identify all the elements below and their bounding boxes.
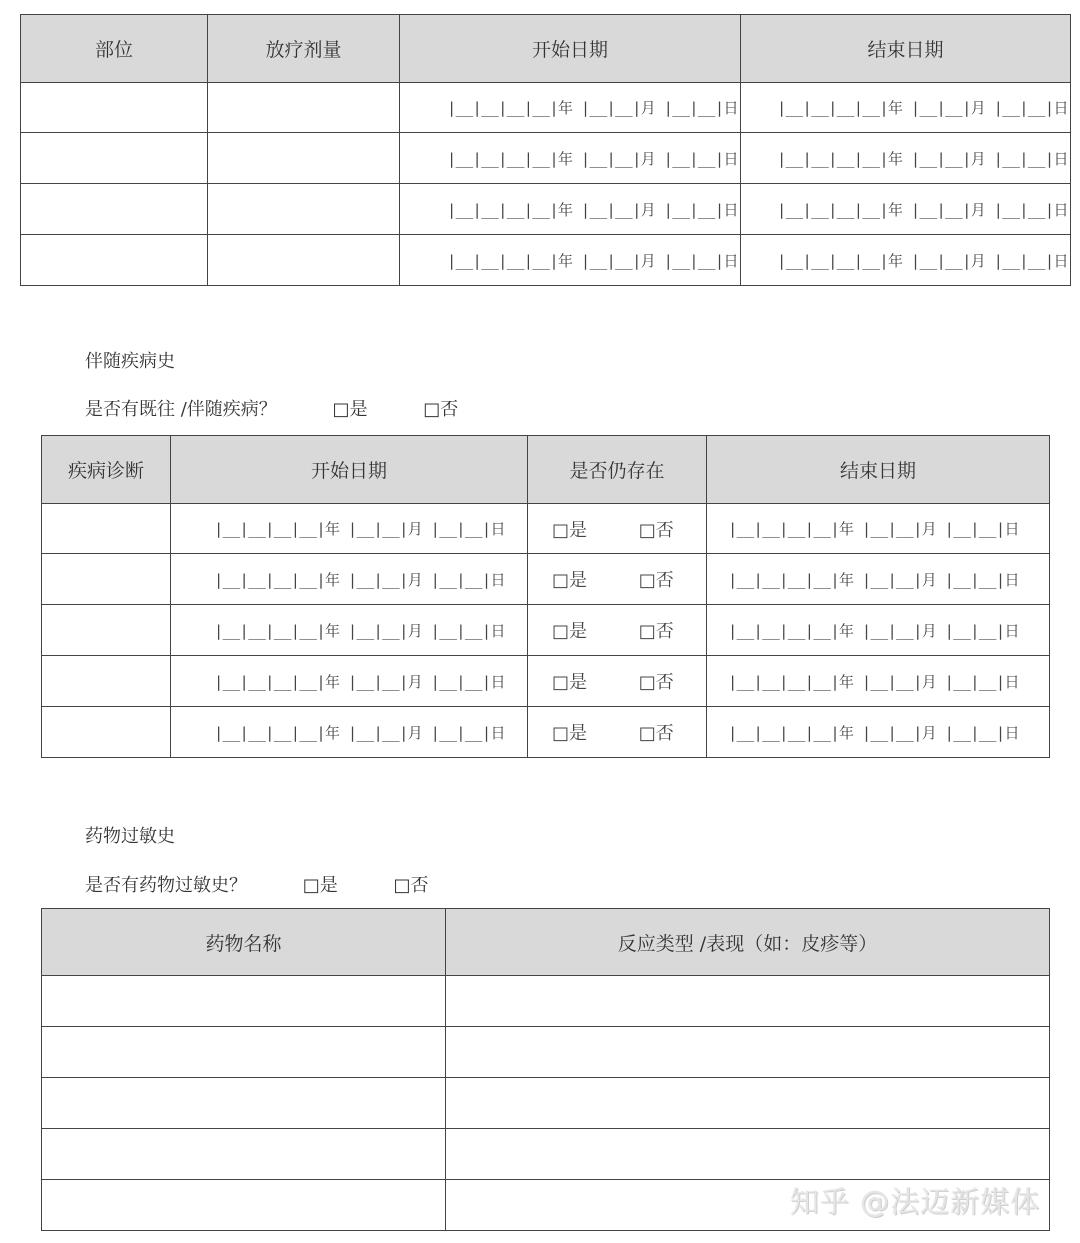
diagnosis-cell[interactable] [42,656,171,707]
drug-name-cell[interactable] [42,1129,446,1180]
end-date-field[interactable]: |__|__|__|__|年 |__|__|月 |__|__|日 [707,656,1050,707]
diagnosis-cell[interactable] [42,504,171,554]
drug-name-cell[interactable] [42,1027,446,1078]
end-date-field[interactable]: |__|__|__|__|年 |__|__|月 |__|__|日 [741,235,1071,286]
header-start-date: 开始日期 [400,15,741,83]
header-drug-name: 药物名称 [42,909,446,976]
site-cell[interactable] [21,83,208,133]
end-date-field[interactable]: |__|__|__|__|年 |__|__|月 |__|__|日 [741,133,1071,184]
table-row [42,976,1050,1027]
start-date-field[interactable]: |__|__|__|__|年 |__|__|月 |__|__|日 [171,554,528,605]
reaction-cell[interactable] [446,1027,1050,1078]
still-present-cell [528,656,707,707]
table-row [42,1129,1050,1180]
drug-name-cell[interactable] [42,1078,446,1129]
radiotherapy-table [20,14,1071,286]
table-row [42,1078,1050,1129]
reaction-cell[interactable] [446,1129,1050,1180]
no-checkbox[interactable]: □否 [638,621,674,642]
diagnosis-cell[interactable] [42,554,171,605]
allergy-question [85,871,429,897]
end-date-field[interactable]: |__|__|__|__|年 |__|__|月 |__|__|日 [707,554,1050,605]
table-row [42,504,1050,554]
dose-cell[interactable] [208,235,400,286]
end-date-field[interactable]: |__|__|__|__|年 |__|__|月 |__|__|日 [707,605,1050,656]
table-row [42,656,1050,707]
still-present-cell [528,504,707,554]
dose-cell[interactable] [208,83,400,133]
watermark: 知乎 @法迈新媒体 [790,1185,1041,1219]
start-date-field[interactable]: |__|__|__|__|年 |__|__|月 |__|__|日 [400,83,741,133]
start-date-field[interactable]: |__|__|__|__|年 |__|__|月 |__|__|日 [171,504,528,554]
reaction-cell[interactable] [446,976,1050,1027]
end-date-field[interactable]: |__|__|__|__|年 |__|__|月 |__|__|日 [741,184,1071,235]
dose-cell[interactable] [208,184,400,235]
yes-checkbox[interactable]: □是 [552,570,588,591]
still-present-cell [528,554,707,605]
header-reaction: 反应类型 /表现（如：皮疹等） [446,909,1050,976]
no-checkbox[interactable]: □否 [638,672,674,693]
diagnosis-cell[interactable] [42,707,171,758]
header-dose: 放疗剂量 [208,15,400,83]
no-checkbox[interactable]: □否 [638,570,674,591]
header-site: 部位 [21,15,208,83]
start-date-field[interactable]: |__|__|__|__|年 |__|__|月 |__|__|日 [171,707,528,758]
table-row [42,1027,1050,1078]
header-diagnosis: 疾病诊断 [42,436,171,504]
reaction-cell[interactable] [446,1078,1050,1129]
still-present-cell [528,605,707,656]
no-checkbox[interactable]: □否 [638,723,674,744]
comorbidity-yes-checkbox[interactable]: □是 [332,399,368,420]
table-row [21,235,1071,286]
table-row [21,184,1071,235]
table-row [21,133,1071,184]
header-start-date: 开始日期 [171,436,528,504]
start-date-field[interactable]: |__|__|__|__|年 |__|__|月 |__|__|日 [400,133,741,184]
end-date-field[interactable]: |__|__|__|__|年 |__|__|月 |__|__|日 [707,504,1050,554]
dose-cell[interactable] [208,133,400,184]
comorbidity-no-checkbox[interactable]: □否 [423,399,459,420]
header-still-present: 是否仍存在 [528,436,707,504]
header-end-date: 结束日期 [707,436,1050,504]
end-date-field[interactable]: |__|__|__|__|年 |__|__|月 |__|__|日 [707,707,1050,758]
diagnosis-cell[interactable] [42,605,171,656]
drug-name-cell[interactable] [42,976,446,1027]
comorbidity-question-text: 是否有既往 /伴随疾病？ [85,399,277,420]
still-present-cell [528,707,707,758]
site-cell[interactable] [21,184,208,235]
allergy-section-title: 药物过敏史 [85,826,175,847]
yes-checkbox[interactable]: □是 [552,621,588,642]
header-end-date: 结束日期 [741,15,1071,83]
table-row [42,707,1050,758]
start-date-field[interactable]: |__|__|__|__|年 |__|__|月 |__|__|日 [400,235,741,286]
comorbidity-question [85,395,458,421]
start-date-field[interactable]: |__|__|__|__|年 |__|__|月 |__|__|日 [171,605,528,656]
drug-name-cell[interactable] [42,1180,446,1231]
yes-checkbox[interactable]: □是 [552,672,588,693]
table-row [42,554,1050,605]
site-cell[interactable] [21,133,208,184]
table-row [21,83,1071,133]
no-checkbox[interactable]: □否 [638,519,674,541]
start-date-field[interactable]: |__|__|__|__|年 |__|__|月 |__|__|日 [171,656,528,707]
comorbidity-section-title: 伴随疾病史 [85,351,175,372]
allergy-no-checkbox[interactable]: □否 [393,875,429,896]
comorbidity-table [41,435,1050,758]
site-cell[interactable] [21,235,208,286]
table-row [42,605,1050,656]
allergy-question-text: 是否有药物过敏史？ [85,875,247,896]
yes-checkbox[interactable]: □是 [552,519,588,541]
yes-checkbox[interactable]: □是 [552,723,588,744]
end-date-field[interactable]: |__|__|__|__|年 |__|__|月 |__|__|日 [741,83,1071,133]
start-date-field[interactable]: |__|__|__|__|年 |__|__|月 |__|__|日 [400,184,741,235]
allergy-yes-checkbox[interactable]: □是 [302,875,338,896]
